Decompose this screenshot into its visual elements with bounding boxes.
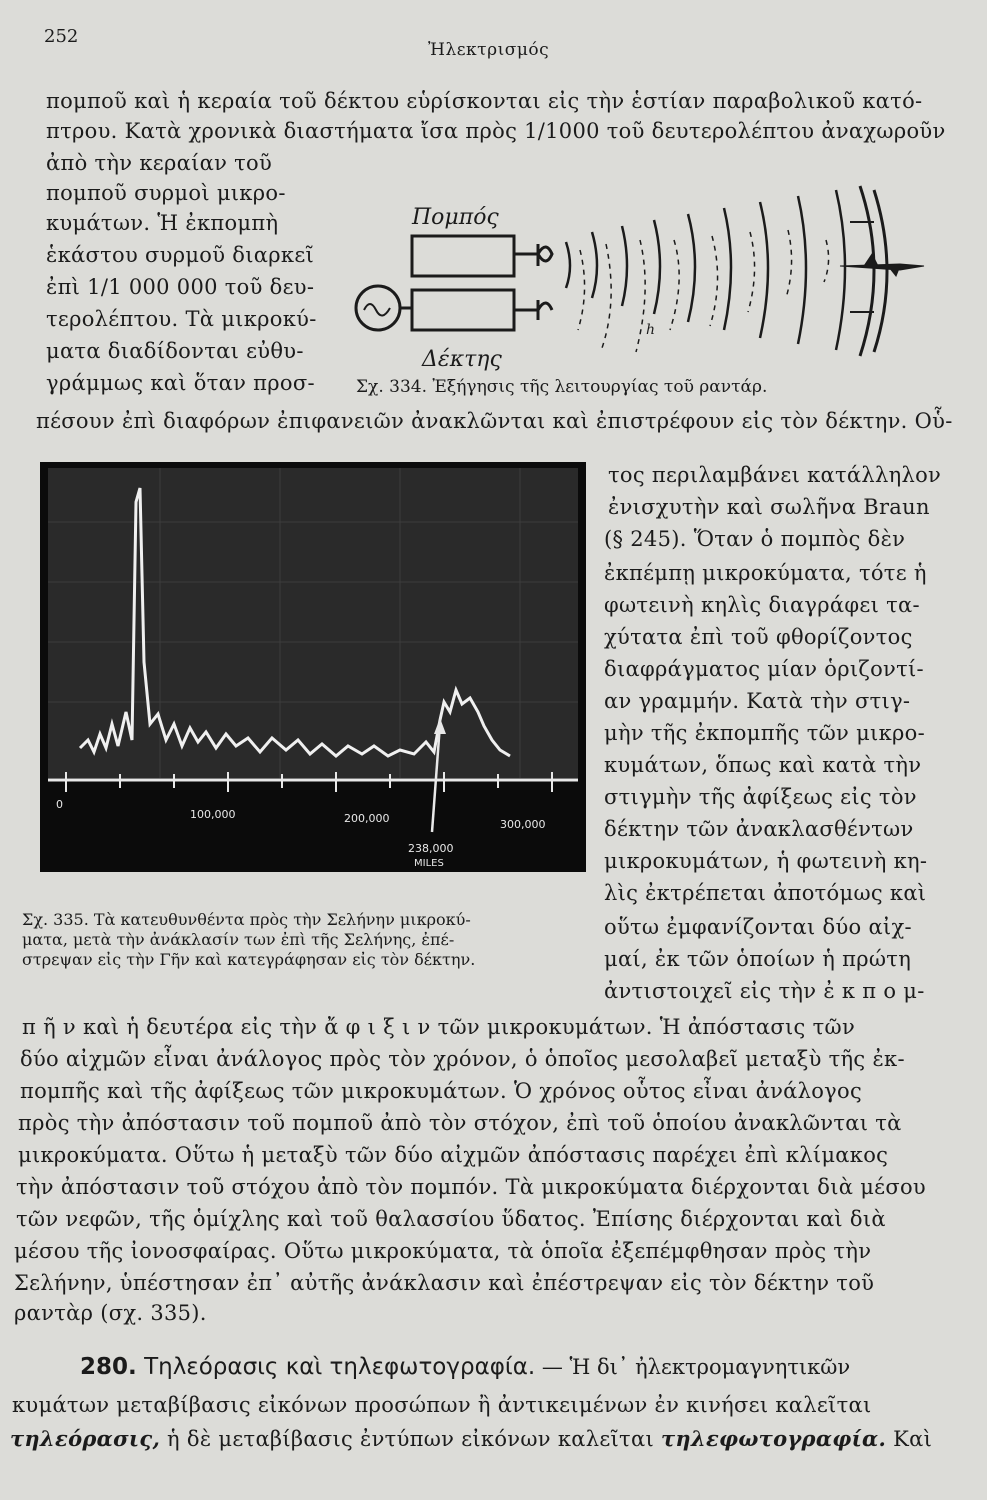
section-lead-text: — Ἡ δι᾽ ἠλεκτρομαγνητικῶν: [535, 1355, 851, 1379]
receiver-box: [412, 290, 514, 330]
axis-tick-300000: 300,000: [500, 818, 546, 831]
text-line: τὴν ἀπόστασιν τοῦ στόχου ἀπὸ τὸν πομπόν. Τὰ μικροκύματα διέρχονται διὰ μέσου: [16, 1175, 926, 1199]
text-line: ἐνισχυτὴν καὶ σωλῆνα Braun: [608, 495, 930, 519]
aircraft-target-icon: [840, 254, 924, 276]
text-line: λὶς ἐκτρέπεται ἀποτόμως καὶ: [604, 881, 927, 905]
receiver-antenna: [514, 300, 552, 320]
running-title: Ἠλεκτρισμός: [428, 40, 550, 60]
text-segment: Καὶ: [886, 1427, 933, 1451]
text-line: κυμάτων. Ἡ ἐκπομπὴ: [46, 211, 279, 235]
transmitter-box: [412, 236, 514, 276]
reflected-wavefronts: [578, 230, 829, 352]
text-line: κυμάτων μεταβίβασις εἰκόνων προσώπων ἢ ἀντικειμένων ἐν κινήσει καλεῖται: [12, 1393, 872, 1417]
text-line: δέκτην τῶν ἀνακλασθέντων: [604, 817, 914, 841]
section-title: Τηλεόρασις καὶ τηλεφωτογραφία.: [144, 1354, 536, 1380]
text-line: διαφράγματος μίαν ὁριζοντί-: [604, 657, 924, 681]
text-line: τῶν νεφῶν, τῆς ὁμίχλης καὶ τοῦ θαλασσίου ὕδατος. Ἐπίσης διέρχονται καὶ διὰ: [16, 1207, 886, 1231]
text-line: ἑκάστου συρμοῦ διαρκεῖ: [46, 243, 315, 267]
text-line: ἐκπέμπῃ μικροκύματα, τότε ἡ: [604, 561, 927, 585]
section-number: 280.: [80, 1354, 137, 1380]
text-line: πομποῦ συρμοὶ μικρο-: [46, 181, 286, 205]
text-line-with-terms: [10, 1426, 932, 1452]
text-line: χύτατα ἐπὶ τοῦ φθορίζοντος: [604, 625, 913, 649]
text-line: π ῆ ν καὶ ἡ δευτέρα εἰς τὴν ἄ φ ι ξ ι ν τῶν μικροκυμάτων. Ἡ ἀπόστασις τῶν: [22, 1015, 856, 1039]
term-telephotography: τηλεφωτογραφία.: [660, 1426, 887, 1451]
text-line: ἀντιστοιχεῖ εἰς τὴν ἐ κ π ο μ-: [604, 979, 925, 1003]
moon-echo-oscillogram: [40, 462, 586, 872]
text-line: δύο αἰχμῶν εἶναι ἀνάλογος πρὸς τὸν χρόνον, ὁ ὁποῖος μεσολαβεῖ μεταξὺ τῆς ἐκ-: [20, 1047, 905, 1071]
distance-label-value: 238,000: [408, 842, 454, 855]
figure-335-caption-line: Σχ. 335. Τὰ κατευθυνθέντα πρὸς τὴν Σελήνην μικροκύ-: [22, 910, 471, 929]
text-line: τος περιλαμβάνει κατάλληλον: [608, 463, 942, 487]
text-line: πέσουν ἐπὶ διαφόρων ἐπιφανειῶν ἀνακλῶνται καὶ ἐπιστρέφουν εἰς τὸν δέκτην. Οὗ-: [36, 409, 953, 433]
distance-label-unit: MILES: [414, 858, 444, 869]
text-line: Σελήνην, ὑπέστησαν ἐπ᾽ αὐτῆς ἀνάκλασιν καὶ ἐπέστρεψαν εἰς τὸν δέκτην τοῦ: [14, 1271, 875, 1295]
text-line: οὕτω ἐμφανίζονται δύο αἰχ-: [604, 915, 912, 939]
text-line: πομπῆς καὶ τῆς ἀφίξεως τῶν μικροκυμάτων. Ὁ χρόνος οὗτος εἶναι ἀνάλογος: [20, 1079, 863, 1103]
text-line: πομποῦ καὶ ἡ κεραία τοῦ δέκτου εὑρίσκονται εἰς τὴν ἑστίαν παραβολικοῦ κατό-: [46, 89, 923, 113]
text-line: ἀπὸ τὴν κεραίαν τοῦ: [46, 151, 273, 175]
receiver-label: Δέκτης: [422, 347, 502, 372]
text-line: μικροκυμάτων, ἡ φωτεινὴ κη-: [604, 849, 928, 873]
oscilloscope-icon: [356, 286, 400, 330]
target-label: h: [646, 322, 656, 338]
term-television: τηλεόρασις,: [10, 1426, 161, 1451]
axis-tick-0: 0: [56, 798, 63, 811]
text-line: αν γραμμήν. Κατὰ τὴν στιγ-: [604, 689, 911, 713]
text-line: μέσου τῆς ἰονοσφαίρας. Οὕτω μικροκύματα, τὰ ὁποῖα ἐξεπέμφθησαν πρὸς τὴν: [14, 1239, 872, 1263]
text-line: φωτεινὴ κηλὶς διαγράφει τα-: [604, 593, 920, 617]
figure-335-caption-line: στρεψαν εἰς τὴν Γῆν καὶ κατεγράφησαν εἰς τὸν δέκτην.: [22, 950, 476, 969]
text-line: κυμάτων, ὅπως καὶ κατὰ τὴν: [604, 753, 922, 777]
text-line: (§ 245). Ὅταν ὁ πομπὸς δὲν: [604, 527, 906, 551]
text-line: πρὸς τὴν ἀπόστασιν τοῦ πομποῦ ἀπὸ τὸν στόχον, ἐπὶ τοῦ ὁποίου ἀνακλῶνται τὰ: [18, 1111, 902, 1135]
transmitter-label: Πομπός: [412, 205, 499, 230]
reflector: [860, 186, 887, 356]
text-line: στιγμὴν τῆς ἀφίξεως εἰς τὸν: [604, 785, 917, 809]
axis-tick-200000: 200,000: [344, 812, 390, 825]
text-line: ραντὰρ (σχ. 335).: [14, 1301, 207, 1325]
text-segment: ἡ δὲ μεταβίβασις ἐντύπων εἰκόνων καλεῖται: [160, 1427, 661, 1451]
figure-334-caption: Σχ. 334. Ἐξήγησις τῆς λειτουργίας τοῦ ραντάρ.: [356, 377, 768, 397]
transmitter-antenna: [514, 244, 552, 266]
text-line: ματα διαδίδονται εὐθυ-: [46, 339, 304, 363]
text-line: μικροκύματα. Οὕτω ἡ μεταξὺ τῶν δύο αἰχμῶν ἀπόστασις παρέχει ἐπὶ κλίμακος: [18, 1143, 889, 1167]
radar-diagram: [340, 180, 940, 380]
text-line: ἐπὶ 1/1 000 000 τοῦ δευ-: [46, 275, 315, 299]
text-line: γράμμως καὶ ὅταν προσ-: [46, 371, 315, 395]
figure-335-caption-line: ματα, μετὰ τὴν ἀνάκλασίν των ἐπὶ τῆς Σελήνης, ἐπέ-: [22, 930, 455, 949]
text-line: πτρου. Κατὰ χρονικὰ διαστήματα ἴσα πρὸς 1/1000 τοῦ δευτερολέπτου ἀναχωροῦν: [46, 119, 946, 143]
text-line: μαί, ἐκ τῶν ὁποίων ἡ πρώτη: [604, 947, 912, 971]
section-heading: [80, 1354, 850, 1380]
text-line: τερολέπτου. Τὰ μικροκύ-: [46, 307, 317, 331]
page-number: 252: [44, 26, 79, 47]
axis-tick-100000: 100,000: [190, 808, 236, 821]
text-line: μὴν τῆς ἐκπομπῆς τῶν μικρο-: [604, 721, 925, 745]
